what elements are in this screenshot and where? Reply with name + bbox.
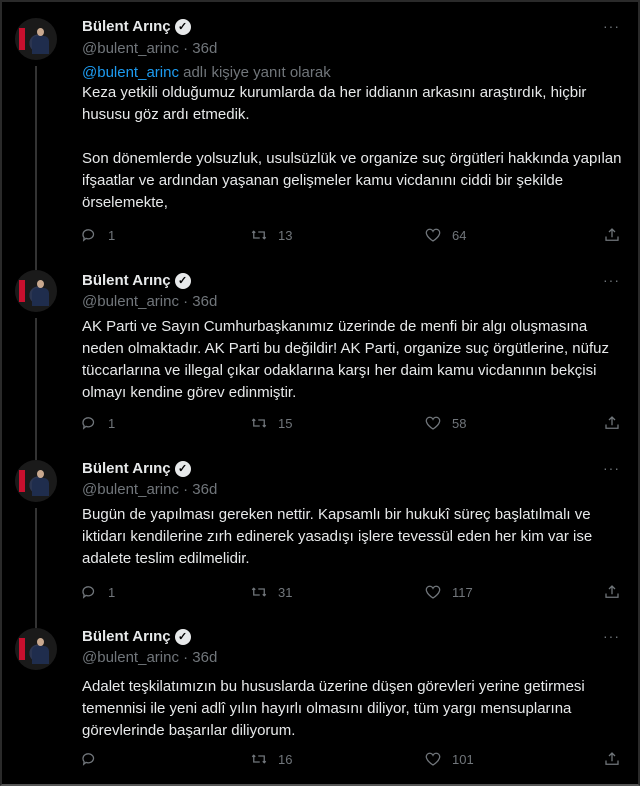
- timestamp[interactable]: 36d: [192, 481, 218, 498]
- avatar-head: [37, 280, 44, 288]
- author-handle[interactable]: @bulent_arinc · 36d: [82, 293, 218, 310]
- retweet-count: 31: [278, 584, 293, 600]
- retweet-icon: [250, 750, 268, 768]
- reply-count: 1: [108, 584, 116, 600]
- reply-count: 1: [108, 415, 116, 431]
- tweet-text: Bugün de yapılması gereken nettir. Kapsamlı bir hukukî süreç başlatılmalı ve iktidarı kendilerine zırh edinerek yasadışı işlere tevessül eden her kim var ise adalete teslim edilmelidir.: [82, 506, 593, 567]
- reply-button[interactable]: [80, 226, 115, 244]
- author-name[interactable]: [82, 460, 191, 477]
- like-button[interactable]: [424, 750, 474, 768]
- more-options-button[interactable]: ···: [603, 628, 620, 644]
- share-icon: [603, 583, 621, 601]
- author-name-text: Bülent Arınç: [82, 460, 171, 477]
- author-name-text: Bülent Arınç: [82, 272, 171, 289]
- retweet-button[interactable]: [250, 226, 292, 244]
- retweet-button[interactable]: [250, 414, 292, 432]
- author-name[interactable]: [82, 272, 191, 289]
- more-options-button[interactable]: ···: [603, 272, 620, 288]
- handle-text[interactable]: @bulent_arinc: [82, 293, 179, 310]
- reply-button[interactable]: [80, 414, 115, 432]
- retweet-count: 13: [278, 227, 293, 243]
- reply-icon: [80, 750, 98, 768]
- avatar-head: [37, 28, 44, 36]
- flag-icon: [19, 28, 25, 50]
- share-button[interactable]: [603, 414, 621, 432]
- like-button[interactable]: [424, 583, 473, 601]
- reply-icon: [80, 414, 98, 432]
- like-count: 58: [452, 415, 467, 431]
- tweet[interactable]: [0, 620, 640, 786]
- author-name-text: Bülent Arınç: [82, 628, 171, 645]
- like-icon: [424, 750, 442, 768]
- timestamp[interactable]: 36d: [192, 293, 218, 310]
- like-button[interactable]: [424, 226, 466, 244]
- share-button[interactable]: [603, 226, 621, 244]
- verified-badge-icon: ✓: [175, 19, 191, 35]
- thread-line: [35, 508, 37, 628]
- share-button[interactable]: [603, 750, 621, 768]
- author-handle[interactable]: @bulent_arinc · 36d: [82, 40, 218, 57]
- retweet-icon: [250, 414, 268, 432]
- thread-line: [35, 66, 37, 270]
- reply-to-link[interactable]: @bulent_arinc: [82, 64, 179, 81]
- retweet-count: 16: [278, 751, 293, 767]
- author-handle[interactable]: @bulent_arinc · 36d: [82, 481, 218, 498]
- avatar-figure: [32, 646, 49, 664]
- avatar-figure: [32, 288, 49, 306]
- timestamp[interactable]: 36d: [192, 40, 218, 57]
- reply-count: 1: [108, 227, 116, 243]
- author-handle[interactable]: @bulent_arinc · 36d: [82, 649, 218, 666]
- more-options-button[interactable]: ···: [603, 460, 620, 476]
- like-icon: [424, 414, 442, 432]
- like-icon: [424, 226, 442, 244]
- reply-context: [82, 64, 331, 81]
- avatar-head: [37, 638, 44, 646]
- author-name[interactable]: [82, 18, 191, 35]
- thread-line: [35, 318, 37, 460]
- reply-button[interactable]: [80, 750, 108, 768]
- tweet-text: AK Parti ve Sayın Cumhurbaşkanımız üzerinde de menfi bir algı oluşmasına neden olmaktadır. AK Parti bu değildir! AK Parti, organize suç örgütlerine, nüfuz tüccarlarına ve illegal çıkar odaklarına karşı her daim kamu vicdanının bekçisi olmayı kendine görev edinmiştir.: [82, 318, 609, 401]
- tweet[interactable]: [0, 262, 640, 452]
- author-name[interactable]: [82, 628, 191, 645]
- reply-icon: [80, 583, 98, 601]
- share-icon: [603, 414, 621, 432]
- handle-text[interactable]: @bulent_arinc: [82, 649, 179, 666]
- handle-text[interactable]: @bulent_arinc: [82, 40, 179, 57]
- timestamp[interactable]: 36d: [192, 649, 218, 666]
- retweet-icon: [250, 226, 268, 244]
- share-icon: [603, 750, 621, 768]
- flag-icon: [19, 638, 25, 660]
- reply-button[interactable]: [80, 583, 115, 601]
- verified-badge-icon: ✓: [175, 461, 191, 477]
- tweet-text: Keza yetkili olduğumuz kurumlarda da her iddianın arkasını araştırdık, hiçbir hususu göz ardı etmedik. Son dönemlerde yolsuzluk, usulsüzlük ve organize suç örgütleri hakkında yapılan ifşaatlar ve ardından yaşanan gelişmeler kamu vicdanını ciddi bir şekilde örselemekte,: [82, 84, 622, 211]
- share-button[interactable]: [603, 583, 621, 601]
- tweet[interactable]: [0, 0, 640, 262]
- handle-text[interactable]: @bulent_arinc: [82, 481, 179, 498]
- like-count: 101: [452, 751, 474, 767]
- like-count: 117: [452, 584, 473, 600]
- flag-icon: [19, 280, 25, 302]
- tweet[interactable]: [0, 452, 640, 620]
- author-name-text: Bülent Arınç: [82, 18, 171, 35]
- like-count: 64: [452, 227, 467, 243]
- like-icon: [424, 583, 442, 601]
- avatar[interactable]: [15, 628, 57, 670]
- verified-badge-icon: ✓: [175, 629, 191, 645]
- flag-icon: [19, 470, 25, 492]
- verified-badge-icon: ✓: [175, 273, 191, 289]
- retweet-count: 15: [278, 415, 293, 431]
- retweet-button[interactable]: [250, 750, 292, 768]
- like-button[interactable]: [424, 414, 466, 432]
- reply-icon: [80, 226, 98, 244]
- more-options-button[interactable]: ···: [603, 18, 620, 34]
- avatar[interactable]: [15, 460, 57, 502]
- avatar[interactable]: [15, 270, 57, 312]
- avatar-head: [37, 470, 44, 478]
- retweet-icon: [250, 583, 268, 601]
- avatar[interactable]: [15, 18, 57, 60]
- reply-context-text: adlı kişiye yanıt olarak: [178, 64, 331, 81]
- avatar-figure: [32, 36, 49, 54]
- tweet-text: Adalet teşkilatımızın bu hususlarda üzerine düşen görevleri yerine getirmesi temennisi ile yeni adlî yılın hayırlı olmasını diliyor, tüm yargı mensuplarına görevlerinde başarılar diliyorum.: [82, 678, 585, 739]
- retweet-button[interactable]: [250, 583, 292, 601]
- avatar-figure: [32, 478, 49, 496]
- share-icon: [603, 226, 621, 244]
